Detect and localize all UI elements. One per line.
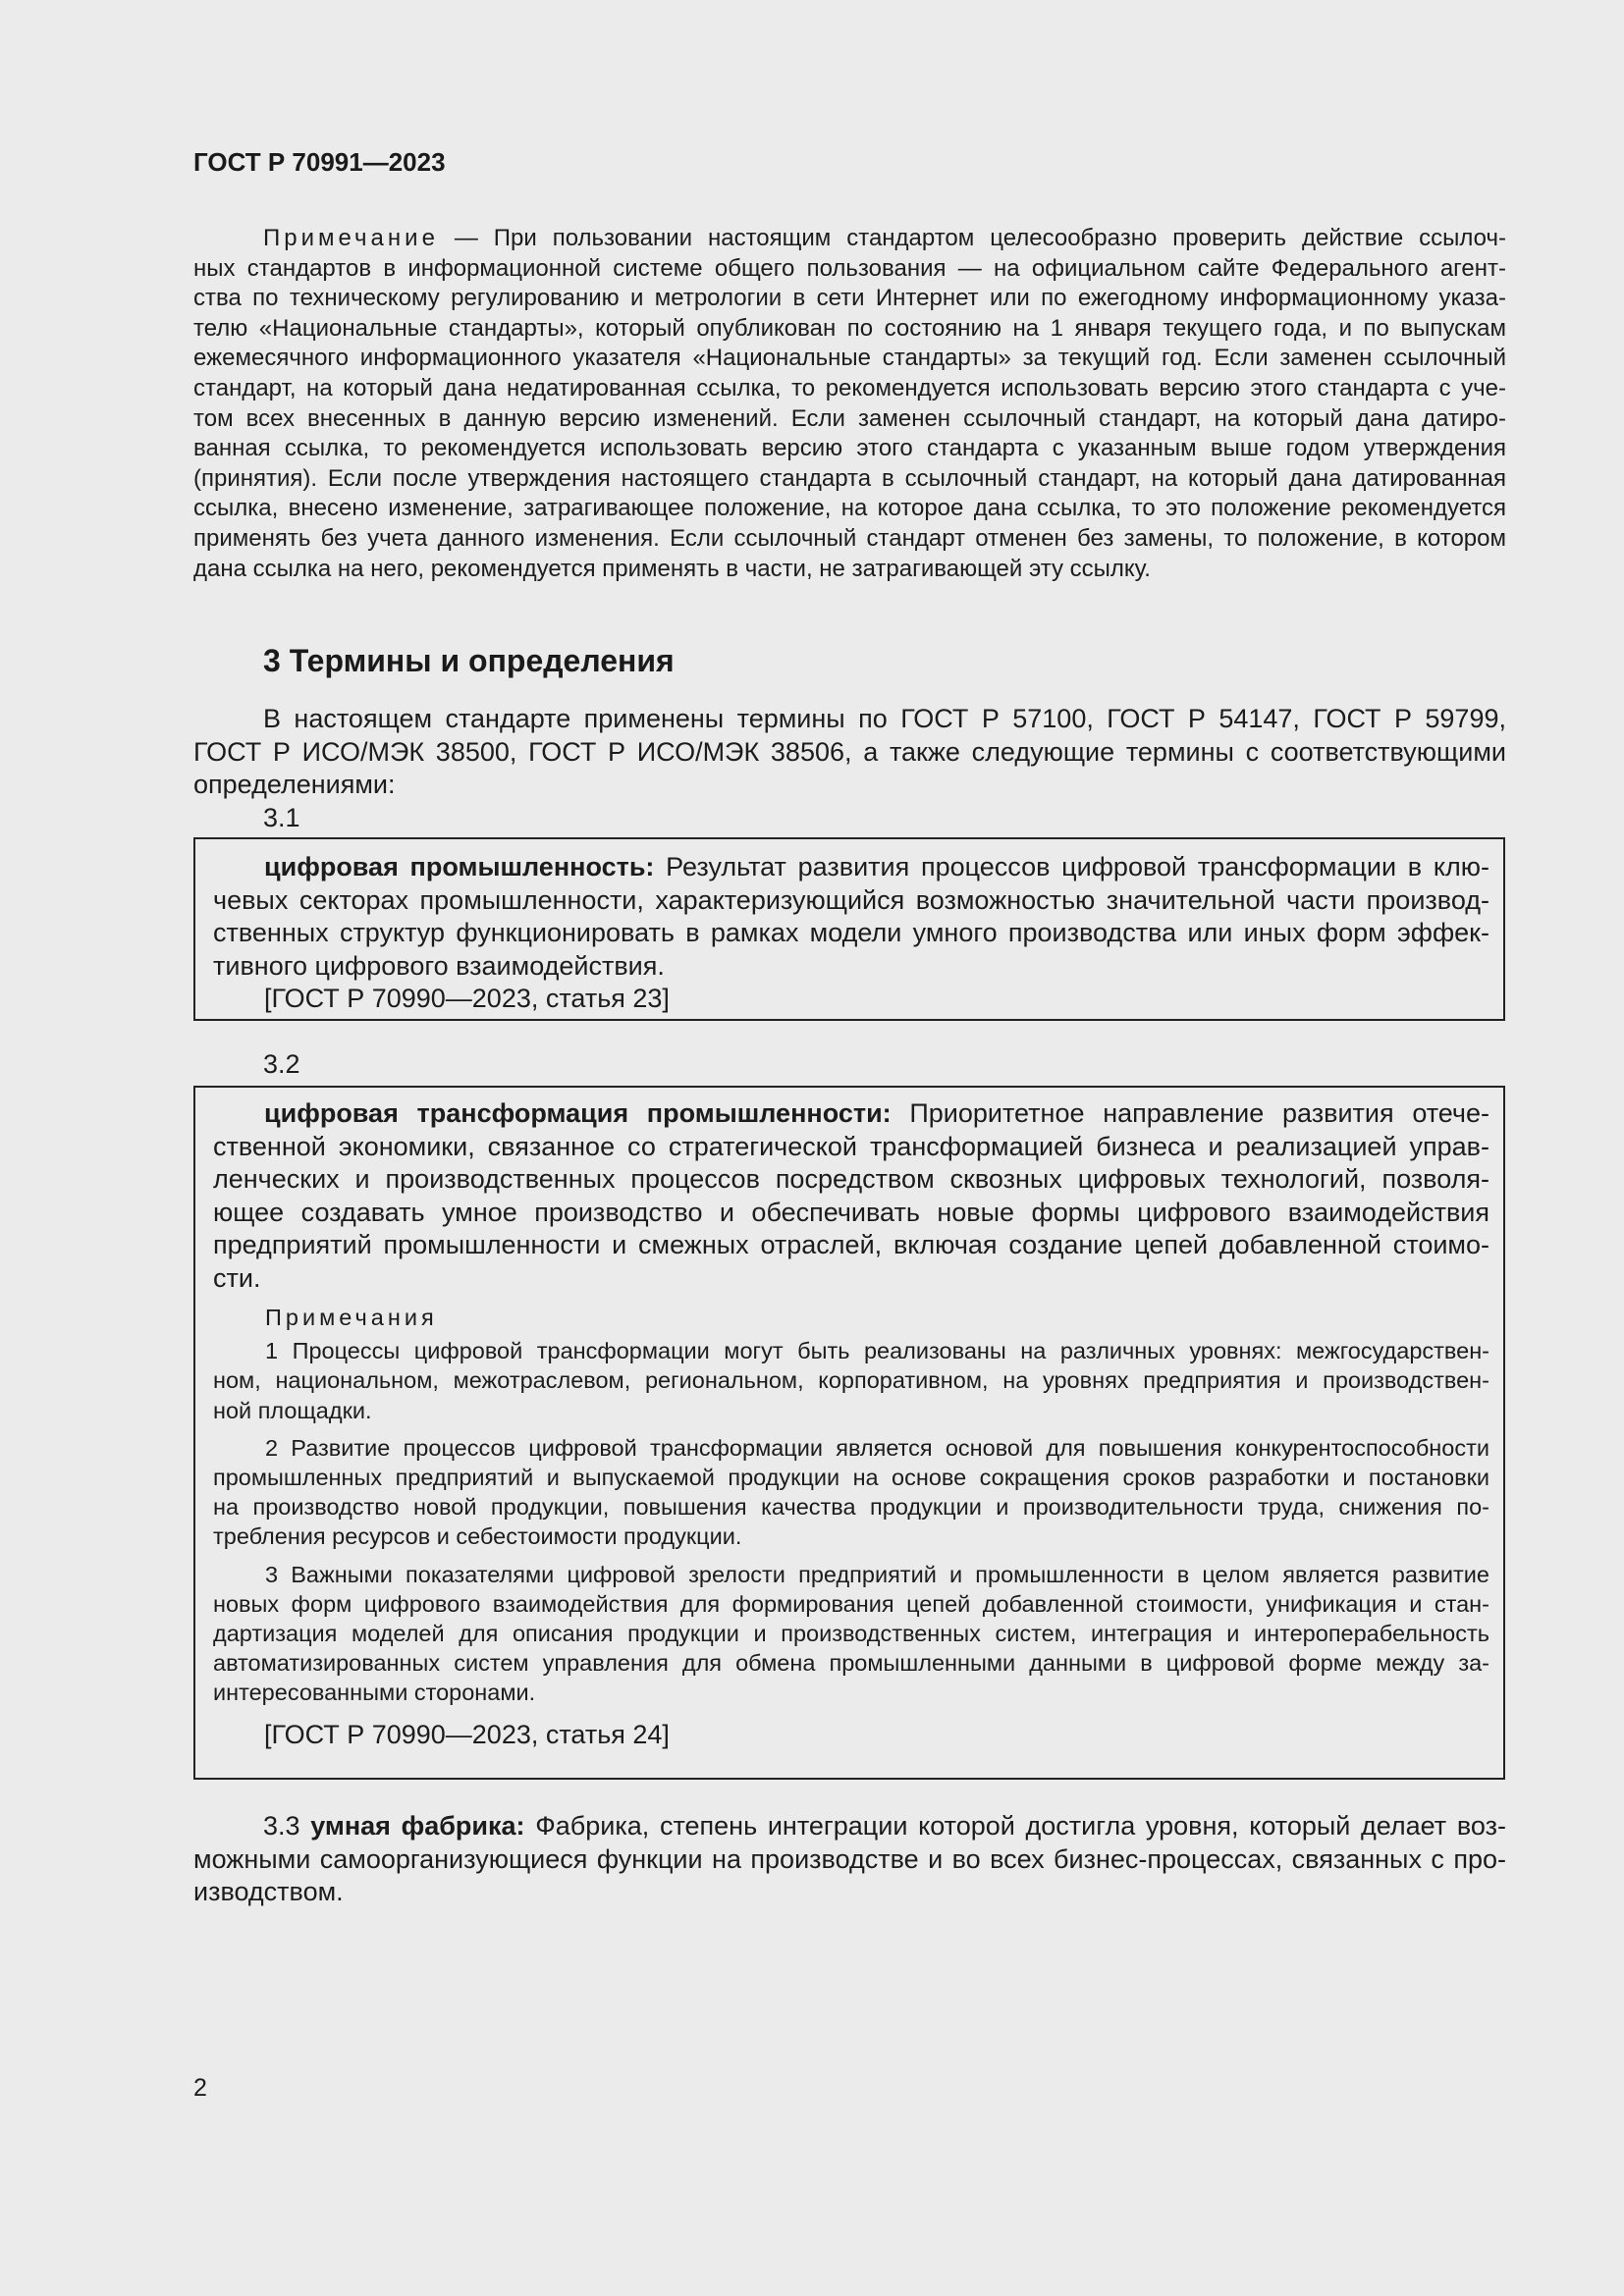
term-line: сти. [213, 1262, 261, 1293]
intro-line: ГОСТ Р ИСО/МЭК 38500, ГОСТ Р ИСО/МЭК 38506, а также следующие термины с соответствующими [193, 736, 1506, 767]
note-line: ной площадки. [213, 1397, 372, 1423]
term-name: цифровая трансформация промышленности: [264, 1098, 892, 1128]
section-heading: 3 Термины и определения [263, 643, 675, 678]
page-number: 2 [193, 2074, 207, 2102]
note-item-3 [213, 1560, 1489, 1708]
references-note [193, 224, 1506, 584]
section-intro [193, 703, 1506, 802]
term-line: можными самоорганизующиеся функции на производстве и во всех бизнес-процессах, связанных с про- [193, 1843, 1506, 1874]
note-line: Примечание — При пользовании настоящим стандартом целесообразно проверить действие ссылоч- [263, 225, 1506, 251]
note-line: стандарт, на который дана недатированная ссылка, то рекомендуется использовать версию этого стандарта с уче- [193, 374, 1506, 401]
term-name: умная фабрика: [310, 1811, 525, 1841]
note-line: ных стандартов в информационной системе общего пользования — на официальном сайте Федерального агент- [193, 254, 1506, 282]
term-3-3 [193, 1810, 1506, 1909]
term-box-3-1 [193, 837, 1505, 1021]
term-line: цифровая промышленность: Результат развития процессов цифровой трансформации в клю- [264, 852, 1489, 881]
term-number: 3.2 [263, 1049, 300, 1079]
note-line: ства по техническому регулированию и метрологии в сети Интернет или по ежегодному информационному указа- [193, 285, 1506, 312]
note-item-1 [213, 1336, 1489, 1425]
note-line: новых форм цифрового взаимодействия для формирования цепей добавленной стоимости, унификация и стан- [213, 1590, 1489, 1617]
note-line: на производство новой продукции, повышения качества продукции и производительности труда, снижения по- [213, 1494, 1489, 1521]
note-line: дана ссылка на него, рекомендуется применять в части, не затрагивающей эту ссылку. [193, 555, 1151, 582]
note-line: автоматизированных систем управления для обмена промышленными данными в цифровой форме между за- [213, 1650, 1489, 1677]
term-source: [ГОСТ Р 70990—2023, статья 23] [264, 984, 670, 1013]
term-line: предприятий промышленности и смежных отраслей, включая создание цепей добавленной стоимо- [213, 1230, 1489, 1259]
term-line: чевых секторах промышленности, характеризующийся возможностью значительной части производ- [213, 884, 1489, 915]
term-number: 3.1 [263, 803, 300, 832]
note-line: ссылка, внесено изменение, затрагивающее положение, на которое дана ссылка, то это положение рекомендуется [193, 495, 1506, 522]
notes-label: Примечания [265, 1305, 438, 1330]
term-line: тивного цифрового взаимодействия. [213, 950, 665, 981]
note-line: ном, национальном, межотраслевом, региональном, корпоративном, на уровнях предприятия и производствен- [213, 1367, 1489, 1394]
term-line: изводством. [193, 1877, 344, 1906]
term-line: ленческих и производственных процессов посредством сквозных цифровых технологий, позволя- [213, 1164, 1489, 1194]
note-line: 2 Развитие процессов цифровой трансформации является основой для повышения конкурентоспособности [265, 1434, 1489, 1461]
term-name: цифровая промышленность: [264, 852, 655, 881]
intro-line: В настоящем стандарте применены термины по ГОСТ Р 57100, ГОСТ Р 54147, ГОСТ Р 59799, [263, 704, 1506, 733]
note-line: промышленных предприятий и выпускаемой продукции на основе сокращения сроков разработки и постановки [213, 1464, 1489, 1490]
term-line: 3.3 умная фабрика: Фабрика, степень интеграции которой достигла уровня, который делает воз- [263, 1811, 1506, 1841]
term-line: ющее создавать умное производство и обеспечивать новые формы цифрового взаимодействия [213, 1197, 1489, 1227]
note-line: том всех внесенных в данную версию изменений. Если заменен ссылочный стандарт, на который дана датиро- [193, 404, 1506, 432]
term-line: цифровая трансформация промышленности: Приоритетное направление развития отече- [264, 1098, 1489, 1128]
note-line: применять без учета данного изменения. Если ссылочный стандарт отменен без замены, то положение, в котором [193, 524, 1506, 552]
term-source: [ГОСТ Р 70990—2023, статья 24] [264, 1720, 670, 1750]
note-item-2 [213, 1433, 1489, 1552]
note-line: требления ресурсов и себестоимости продукции. [213, 1523, 742, 1550]
note-line: 1 Процессы цифровой трансформации могут быть реализованы на различных уровнях: межгосударствен- [265, 1338, 1489, 1364]
note-line: ванная ссылка, то рекомендуется использовать версию этого стандарта с указанным выше годом утверждения [193, 435, 1506, 462]
note-line: интересованными сторонами. [213, 1680, 536, 1706]
note-line: (принятия). Если после утверждения настоящего стандарта в ссылочный стандарт, на который дана датированная [193, 464, 1506, 492]
note-line: телю «Национальные стандарты», который опубликован по состоянию на 1 января текущего года, и по выпускам [193, 314, 1506, 342]
intro-line: определениями: [193, 770, 396, 799]
note-line: ежемесячного информационного указателя «Национальные стандарты» за текущий год. Если заменен ссылочный [193, 345, 1506, 372]
note-line: дартизация моделей для описания продукции и производственных систем, интеграция и интероперабельность [213, 1620, 1489, 1646]
document-header: ГОСТ Р 70991—2023 [193, 147, 446, 177]
term-line: ственной экономики, связанное со стратегической трансформацией бизнеса и реализацией управ- [213, 1131, 1489, 1161]
term-line: ственных структур функционировать в рамках модели умного производства или иных форм эффек- [213, 918, 1489, 947]
term-box-3-2 [193, 1086, 1505, 1780]
note-line: 3 Важными показателями цифровой зрелости предприятий и промышленности в целом является развитие [265, 1561, 1489, 1587]
note-label: Примечание [263, 225, 439, 251]
